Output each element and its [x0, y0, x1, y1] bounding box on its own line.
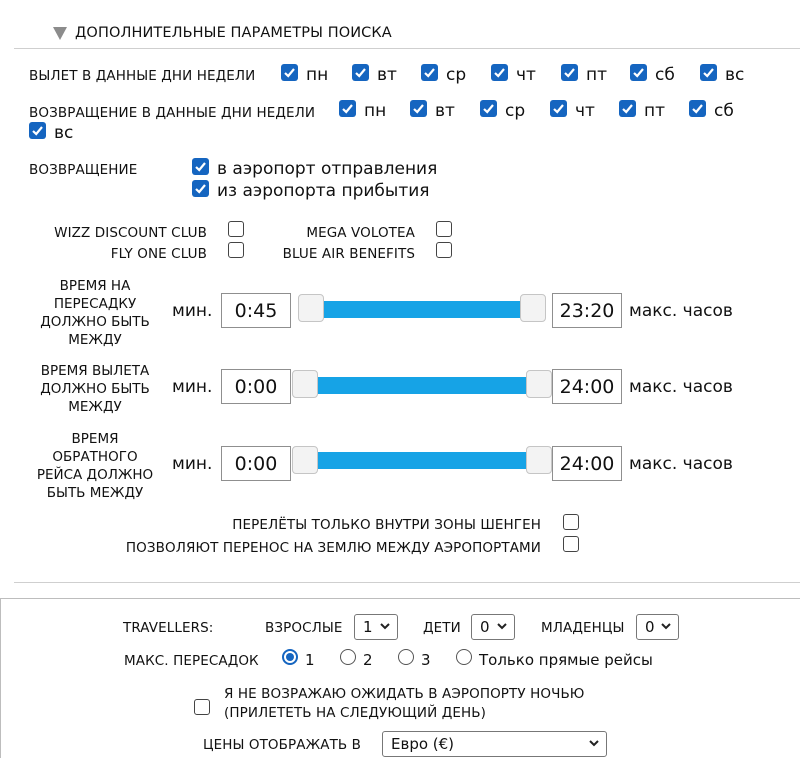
- return-day-checkbox-6[interactable]: [29, 122, 46, 139]
- return-to-departure-airport-checkbox[interactable]: [192, 158, 209, 175]
- divider: [0, 598, 800, 599]
- return-from-arrival-airport-label: из аэропорта прибытия: [217, 181, 430, 201]
- adults-value: 1: [363, 618, 373, 636]
- return-from-arrival-airport-checkbox[interactable]: [192, 180, 209, 197]
- departure-day-checkbox-5[interactable]: [630, 64, 647, 81]
- return-max-label: макс. часов: [629, 454, 733, 474]
- stops-option-2-label: 2: [363, 651, 373, 669]
- stops-radio-3[interactable]: [398, 649, 414, 665]
- children-select[interactable]: [471, 614, 515, 640]
- divider: [0, 598, 1, 758]
- infants-value: 0: [645, 618, 655, 636]
- divider: [14, 582, 800, 583]
- schengen-only-label: ПЕРЕЛЁТЫ ТОЛЬКО ВНУТРИ ЗОНЫ ШЕНГЕН: [232, 517, 541, 533]
- return-day-label-2: ср: [505, 101, 526, 121]
- departure-slider-min-handle[interactable]: [292, 370, 318, 398]
- travellers-label: TRAVELLERS:: [123, 620, 214, 636]
- stops-option-1-label: 1: [305, 651, 315, 669]
- volotea-checkbox[interactable]: [436, 221, 452, 237]
- stops-direct-label: Только прямые рейсы: [479, 651, 653, 669]
- departure-max-input[interactable]: 24:00: [552, 369, 622, 404]
- children-label: ДЕТИ: [423, 620, 461, 636]
- departure-day-checkbox-4[interactable]: [561, 64, 578, 81]
- departure-day-label-1: вт: [377, 65, 397, 85]
- return-day-label-3: чт: [575, 101, 595, 121]
- return-max-input[interactable]: 24:00: [552, 446, 622, 481]
- wizz-club-checkbox[interactable]: [228, 221, 244, 237]
- return-day-checkbox-1[interactable]: [410, 100, 427, 117]
- departure-day-label-6: вс: [725, 65, 745, 85]
- overnight-label-line1: Я НЕ ВОЗРАЖАЮ ОЖИДАТЬ В АЭРОПОРТУ НОЧЬЮ: [224, 686, 585, 702]
- return-time-label: ВРЕМЯ ОБРАТНОГО РЕЙСА ДОЛЖНО БЫТЬ МЕЖДУ: [36, 431, 154, 501]
- departure-day-checkbox-6[interactable]: [700, 64, 717, 81]
- return-day-label-0: пн: [364, 101, 387, 121]
- return-day-label-5: сб: [714, 101, 734, 121]
- transfer-max-input[interactable]: 23:20: [552, 293, 622, 328]
- departure-day-label-0: пн: [306, 65, 329, 85]
- departure-day-label-4: пт: [586, 65, 608, 85]
- currency-value: Евро (€): [391, 735, 455, 753]
- stops-radio-direct[interactable]: [456, 649, 472, 665]
- departure-day-checkbox-2[interactable]: [421, 64, 438, 81]
- return-slider-track[interactable]: [305, 452, 538, 469]
- departure-days-label: ВЫЛЕТ В ДАННЫЕ ДНИ НЕДЕЛИ: [29, 68, 256, 84]
- stops-option-3-label: 3: [421, 651, 431, 669]
- return-day-checkbox-2[interactable]: [480, 100, 497, 117]
- volotea-label: MEGA VOLOTEA: [306, 225, 415, 241]
- return-min-label: мин.: [172, 454, 213, 474]
- departure-slider-max-handle[interactable]: [526, 370, 552, 398]
- transfer-time-label: ВРЕМЯ НА ПЕРЕСАДКУ ДОЛЖНО БЫТЬ МЕЖДУ: [40, 278, 150, 348]
- return-day-checkbox-5[interactable]: [689, 100, 706, 117]
- currency-select[interactable]: [382, 731, 607, 757]
- return-slider-max-handle[interactable]: [526, 446, 552, 474]
- collapse-triangle-icon[interactable]: [53, 27, 67, 40]
- departure-day-checkbox-3[interactable]: [491, 64, 508, 81]
- return-to-departure-airport-label: в аэропорт отправления: [217, 159, 438, 179]
- departure-day-label-3: чт: [516, 65, 536, 85]
- departure-day-label-2: ср: [446, 65, 467, 85]
- flyone-club-label: FLY ONE CLUB: [110, 246, 207, 262]
- overnight-checkbox[interactable]: [194, 699, 210, 715]
- wizz-club-label: WIZZ DISCOUNT CLUB: [54, 225, 207, 241]
- flyone-club-checkbox[interactable]: [228, 242, 244, 258]
- return-day-label-6: вс: [54, 123, 74, 143]
- stops-radio-1[interactable]: [282, 649, 298, 665]
- chevron-down-icon: [496, 620, 508, 632]
- departure-day-label-5: сб: [655, 65, 675, 85]
- return-day-checkbox-3[interactable]: [550, 100, 567, 117]
- blueair-label: BLUE AIR BENEFITS: [282, 246, 415, 262]
- transfer-slider-min-handle[interactable]: [298, 294, 324, 322]
- adults-select[interactable]: [354, 614, 398, 640]
- departure-day-checkbox-1[interactable]: [352, 64, 369, 81]
- transfer-min-label: мин.: [172, 301, 213, 321]
- children-value: 0: [480, 618, 490, 636]
- return-days-label: ВОЗВРАЩЕНИЕ В ДАННЫЕ ДНИ НЕДЕЛИ: [29, 105, 316, 121]
- ground-transfer-label: ПОЗВОЛЯЮТ ПЕРЕНОС НА ЗЕМЛЮ МЕЖДУ АЭРОПОРТАМИ: [125, 540, 541, 556]
- departure-time-label: ВРЕМЯ ВЫЛЕТА ДОЛЖНО БЫТЬ МЕЖДУ: [40, 363, 150, 415]
- departure-max-label: макс. часов: [629, 377, 733, 397]
- transfer-slider-max-handle[interactable]: [520, 294, 546, 322]
- infants-label: МЛАДЕНЦЫ: [541, 620, 625, 636]
- stops-radio-2[interactable]: [340, 649, 356, 665]
- transfer-max-label: макс. часов: [629, 301, 733, 321]
- overnight-label-line2: (ПРИЛЕТЕТЬ НА СЛЕДУЮЩИЙ ДЕНЬ): [224, 705, 486, 721]
- max-stops-label: МАКС. ПЕРЕСАДОК: [124, 653, 259, 669]
- departure-day-checkbox-0[interactable]: [281, 64, 298, 81]
- schengen-only-checkbox[interactable]: [563, 514, 579, 530]
- blueair-checkbox[interactable]: [436, 242, 452, 258]
- departure-slider-track[interactable]: [305, 377, 538, 394]
- divider: [14, 48, 800, 49]
- chevron-down-icon: [660, 620, 672, 632]
- transfer-slider-track[interactable]: [311, 301, 533, 318]
- return-slider-min-handle[interactable]: [292, 446, 318, 474]
- return-day-label-1: вт: [435, 101, 455, 121]
- departure-min-label: мин.: [172, 377, 213, 397]
- return-day-checkbox-4[interactable]: [619, 100, 636, 117]
- return-day-label-4: пт: [644, 101, 666, 121]
- return-day-checkbox-0[interactable]: [339, 100, 356, 117]
- currency-label: ЦЕНЫ ОТОБРАЖАТЬ В: [203, 737, 362, 753]
- chevron-down-icon: [588, 737, 600, 749]
- infants-select[interactable]: [636, 614, 679, 640]
- return-min-input[interactable]: 0:00: [221, 446, 291, 481]
- adults-label: ВЗРОСЛЫЕ: [265, 620, 343, 636]
- return-airports-label: ВОЗВРАЩЕНИЕ: [29, 162, 138, 178]
- chevron-down-icon: [379, 620, 391, 632]
- departure-min-input[interactable]: 0:00: [221, 369, 291, 404]
- transfer-min-input[interactable]: 0:45: [221, 293, 291, 328]
- section-title[interactable]: ДОПОЛНИТЕЛЬНЫЕ ПАРАМЕТРЫ ПОИСКА: [75, 25, 392, 41]
- ground-transfer-checkbox[interactable]: [563, 536, 579, 552]
